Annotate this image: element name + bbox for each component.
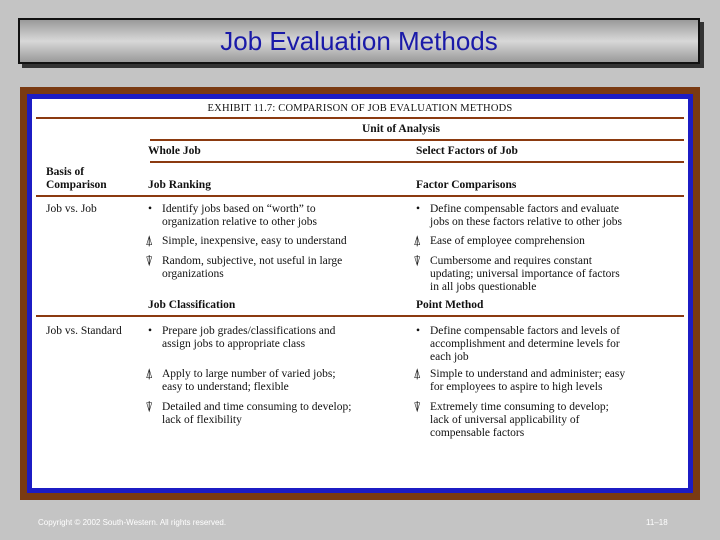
r2c1-disadvantage-line2: lack of flexibility — [162, 414, 242, 426]
rule-row2 — [36, 315, 684, 317]
disadvantage-down-arrow-icon: ⍒ — [145, 254, 154, 270]
r2c2-disadvantage-line2: lack of universal applicability of — [430, 414, 580, 426]
r2c2-disadvantage-line1: Extremely time consuming to develop; — [430, 401, 609, 413]
rule-top — [36, 117, 684, 119]
bullet-icon: • — [416, 325, 421, 337]
r2c2-bullet-line2: accomplishment and determine levels for — [430, 338, 620, 350]
r1c1-disadvantage-line2: organizations — [162, 268, 224, 280]
r2c2-bullet-line3: each job — [430, 351, 469, 363]
rule-unit — [150, 139, 684, 141]
advantage-up-arrow-icon: ⍋ — [413, 233, 422, 249]
r1c2-advantage: Ease of employee comprehension — [430, 235, 585, 247]
r2c1-advantage-line1: Apply to large number of varied jobs; — [162, 368, 336, 380]
exhibit-table — [32, 99, 688, 488]
r1c1-bullet-line2: organization relative to other jobs — [162, 216, 317, 228]
disadvantage-down-arrow-icon: ⍒ — [145, 400, 154, 416]
col-select-factors: Select Factors of Job — [416, 145, 518, 157]
r1c2-bullet-line2: jobs on these factors relative to other jobs — [430, 216, 622, 228]
disadvantage-down-arrow-icon: ⍒ — [413, 254, 422, 270]
slide-title-bar — [18, 18, 700, 64]
exhibit-title: EXHIBIT 11.7: COMPARISON OF JOB EVALUATION METHODS — [207, 103, 513, 114]
r2c2-advantage-line2: for employees to aspire to high levels — [430, 381, 603, 393]
r1c1-advantage: Simple, inexpensive, easy to understand — [162, 235, 347, 247]
r2c1-bullet-line2: assign jobs to appropriate class — [162, 338, 306, 350]
r2c2-bullet-line1: Define compensable factors and levels of — [430, 325, 620, 337]
r1c2-disadvantage-line3: in all jobs questionable — [430, 281, 537, 293]
unit-of-analysis-heading: Unit of Analysis — [362, 123, 440, 135]
r2c1-bullet-line1: Prepare job grades/classifications and — [162, 325, 336, 337]
r1c2-disadvantage-line2: updating; universal importance of factors — [430, 268, 620, 280]
r2c2-advantage-line1: Simple to understand and administer; easy — [430, 368, 626, 380]
row1-label: Job vs. Job — [46, 203, 97, 215]
copyright-notice: Copyright © 2002 South-Western. All rights reserved. — [38, 518, 227, 527]
disadvantage-down-arrow-icon: ⍒ — [413, 400, 422, 416]
page-number: 11–18 — [646, 518, 668, 527]
r1c1-disadvantage-line1: Random, subjective, not useful in large — [162, 255, 343, 267]
bullet-icon: • — [416, 203, 421, 215]
method-factor-comparisons: Factor Comparisons — [416, 179, 517, 191]
basis-label-1: Basis of — [46, 166, 85, 178]
r1c2-bullet-line1: Define compensable factors and evaluate — [430, 203, 620, 215]
advantage-up-arrow-icon: ⍋ — [413, 366, 422, 382]
slide-title: Job Evaluation Methods — [220, 25, 498, 56]
r2c1-disadvantage-line1: Detailed and time consuming to develop; — [162, 401, 352, 413]
col-whole-job: Whole Job — [148, 145, 201, 157]
r1c1-bullet-line1: Identify jobs based on “worth” to — [162, 203, 316, 215]
basis-label-2: Comparison — [46, 179, 107, 191]
exhibit-frame-inner — [27, 94, 693, 493]
bullet-icon: • — [148, 203, 153, 215]
r2c1-advantage-line2: easy to understand; flexible — [162, 381, 289, 393]
r2c2-disadvantage-line3: compensable factors — [430, 427, 525, 439]
method-point-method: Point Method — [416, 299, 484, 311]
rule-methods — [36, 195, 684, 197]
r1c2-disadvantage-line1: Cumbersome and requires constant — [430, 255, 592, 267]
advantage-up-arrow-icon: ⍋ — [145, 366, 154, 382]
method-job-ranking: Job Ranking — [148, 179, 211, 191]
rule-columns — [150, 161, 684, 163]
method-job-classification: Job Classification — [148, 299, 236, 311]
bullet-icon: • — [148, 325, 153, 337]
advantage-up-arrow-icon: ⍋ — [145, 233, 154, 249]
exhibit-frame — [20, 87, 700, 500]
row2-label: Job vs. Standard — [46, 325, 122, 337]
